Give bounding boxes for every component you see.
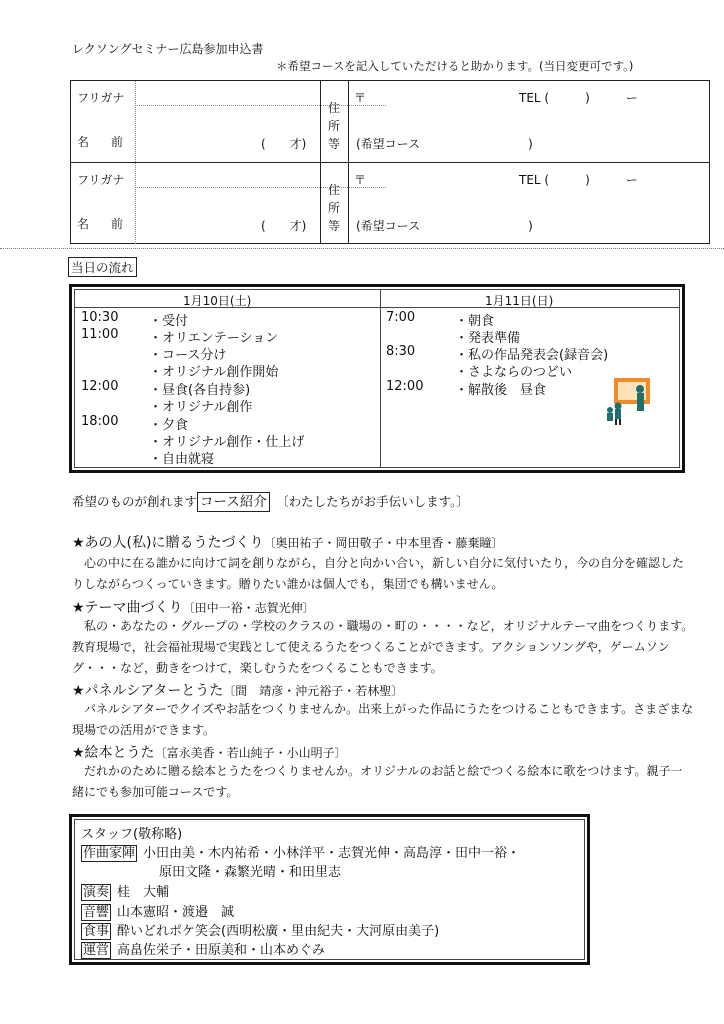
schedule-item: ・発表準備 bbox=[455, 331, 521, 346]
tel-field[interactable]: TEL ( ) ー bbox=[519, 173, 638, 187]
furigana-label: フリガナ bbox=[77, 91, 125, 105]
day2-header: 1月11日(日) bbox=[485, 294, 554, 308]
applicant-row-2 bbox=[71, 162, 709, 244]
address-label-col bbox=[320, 81, 349, 162]
age-field[interactable]: ( 才) bbox=[261, 219, 307, 233]
time: 18:00 bbox=[81, 414, 119, 429]
time: 7:00 bbox=[386, 310, 416, 325]
staff-names: 原田文隆・森繁光晴・和田里志 bbox=[159, 865, 342, 880]
course-intro-heading: コース紹介 bbox=[197, 492, 270, 512]
course-title bbox=[72, 597, 315, 617]
staff-row bbox=[81, 939, 325, 958]
registration-form bbox=[70, 80, 710, 244]
cut-line bbox=[0, 248, 724, 249]
staff-role: 演奏 bbox=[83, 885, 110, 900]
time: 11:00 bbox=[81, 327, 119, 342]
name-label: 名前 bbox=[77, 135, 146, 149]
performance-illustration bbox=[606, 376, 652, 426]
course-field[interactable]: (希望コース ) bbox=[356, 219, 533, 233]
postal-mark[interactable]: 〒 bbox=[354, 91, 367, 105]
course-title bbox=[72, 742, 347, 762]
schedule-item: ・自由就寝 bbox=[149, 452, 215, 467]
postal-mark[interactable]: 〒 bbox=[354, 173, 367, 187]
time: 12:00 bbox=[81, 379, 119, 394]
schedule-item: ・昼食(各自持参) bbox=[149, 383, 251, 398]
course-title bbox=[72, 532, 504, 552]
address-char: 住 bbox=[328, 183, 341, 197]
course-field[interactable]: (希望コース ) bbox=[356, 137, 533, 151]
course-staff: 〔奥田祐子・岡田敬子・中本里香・藤棄瞳〕 bbox=[263, 536, 504, 550]
schedule-item: ・オリエンテーション bbox=[149, 331, 279, 346]
staff-role: 食事 bbox=[83, 924, 110, 939]
staff-names: 高畠佐栄子・田原美和・山本めぐみ bbox=[117, 943, 326, 958]
staff-names: 酔いどれポケ笑会(西明松廣・里由紀夫・大河原由美子) bbox=[117, 924, 440, 939]
schedule-item: ・オリジナル創作開始 bbox=[149, 365, 279, 380]
time: 10:30 bbox=[81, 310, 119, 325]
course-staff: 〔田中一裕・志賀光伸〕 bbox=[182, 601, 315, 615]
staff-row bbox=[81, 901, 234, 920]
address-char: 等 bbox=[328, 219, 341, 233]
staff-names: 桂 大輔 bbox=[117, 885, 170, 900]
address-char: 所 bbox=[328, 119, 341, 133]
furigana-label: フリガナ bbox=[77, 173, 125, 187]
staff-role: 運営 bbox=[83, 943, 110, 958]
staff-role: 音響 bbox=[83, 905, 110, 920]
course-desc: 心の中に在る誰かに向けて詞を創りながら，自分と向かい合い，新しい自分に気付いたり，今の自分を確認したりしながらつくっていきます。贈りたい誰かは個人でも，集団でも構いません。 bbox=[72, 556, 685, 591]
time: 12:00 bbox=[386, 379, 424, 394]
course-staff: 〔間 靖彦・沖元裕子・若林聖〕 bbox=[223, 684, 404, 698]
address-char: 等 bbox=[328, 137, 341, 151]
day1-header: 1月10日(土) bbox=[183, 294, 252, 308]
staff-names: 小田由美・木内祐希・小林洋平・志賀光伸・高島淳・田中一裕・ bbox=[143, 846, 521, 861]
schedule-item: ・コース分け bbox=[149, 348, 227, 363]
schedule-item: ・受付 bbox=[149, 314, 189, 329]
course-desc: 私の・あなたの・グループの・学校のクラスの・職場の・町の・・・・など，オリジナルテーマ曲をつくります。教育現場で，社会福祉現場で実践として使えるうたをつくることができます。アクションソングや，ゲームソング・・・など，動きをつけて，楽しむうたをつくることもできます。 bbox=[72, 619, 694, 675]
applicant-row-1 bbox=[71, 81, 709, 162]
schedule-item: ・オリジナル創作・仕上げ bbox=[149, 435, 305, 450]
address-char: 住 bbox=[328, 101, 341, 115]
course-name: ★テーマ曲づくり bbox=[72, 600, 183, 616]
form-title: レクソングセミナー広島参加申込書 bbox=[72, 42, 264, 56]
staff-row bbox=[81, 920, 439, 939]
schedule-item: ・オリジナル創作 bbox=[149, 400, 253, 415]
staff-box bbox=[69, 814, 590, 965]
staff-role: 作曲家陣 bbox=[83, 846, 136, 861]
course-name: ★パネルシアターとうた bbox=[72, 683, 224, 699]
schedule-item: ・私の作品発表会(録音会) bbox=[455, 348, 609, 363]
course-desc: パネルシアターでクイズやお話をつくりませんか。出来上がった作品にうたをつけることもできます。さまざまな現場での活用ができます。 bbox=[72, 702, 694, 737]
staff-names: 山本憲昭・渡邉 誠 bbox=[117, 905, 235, 920]
course-name: ★絵本とうた bbox=[72, 745, 155, 761]
address-char: 所 bbox=[328, 201, 341, 215]
time: 8:30 bbox=[386, 344, 416, 359]
schedule-item: ・朝食 bbox=[455, 314, 495, 329]
course-staff: 〔富永美香・若山純子・小山明子〕 bbox=[154, 746, 347, 760]
intro-lead: 希望のものが創れます bbox=[72, 494, 198, 509]
staff-row bbox=[159, 861, 341, 880]
course-desc: だれかのために贈る絵本とうたをつくりませんか。オリジナルのお話と絵でつくる絵本に歌をつけます。親子一緒にでも参加可能コースです。 bbox=[72, 764, 683, 799]
staff-row bbox=[81, 842, 520, 861]
course-title bbox=[72, 680, 403, 700]
course-note: ＊希望コースを記入していただけると助かります。(当日変更可です。) bbox=[276, 59, 634, 73]
course-name: ★あの人(私)に贈るうたづくり bbox=[72, 535, 264, 551]
course-intro bbox=[72, 490, 469, 510]
schedule-item: ・解散後 昼食 bbox=[455, 383, 547, 398]
name-label: 名前 bbox=[77, 217, 146, 231]
age-field[interactable]: ( 才) bbox=[261, 137, 307, 151]
tel-field[interactable]: TEL ( ) ー bbox=[519, 91, 638, 105]
schedule-item: ・夕食 bbox=[149, 418, 189, 433]
schedule-item: ・さよならのつどい bbox=[455, 365, 573, 380]
staff-heading: スタッフ(敬称略) bbox=[81, 827, 183, 842]
schedule-table bbox=[69, 284, 685, 473]
flow-heading: 当日の流れ bbox=[68, 257, 137, 277]
address-label-col bbox=[320, 163, 349, 244]
intro-tail: 〔わたしたちがお手伝いします。〕 bbox=[282, 494, 469, 509]
staff-row bbox=[81, 881, 169, 900]
